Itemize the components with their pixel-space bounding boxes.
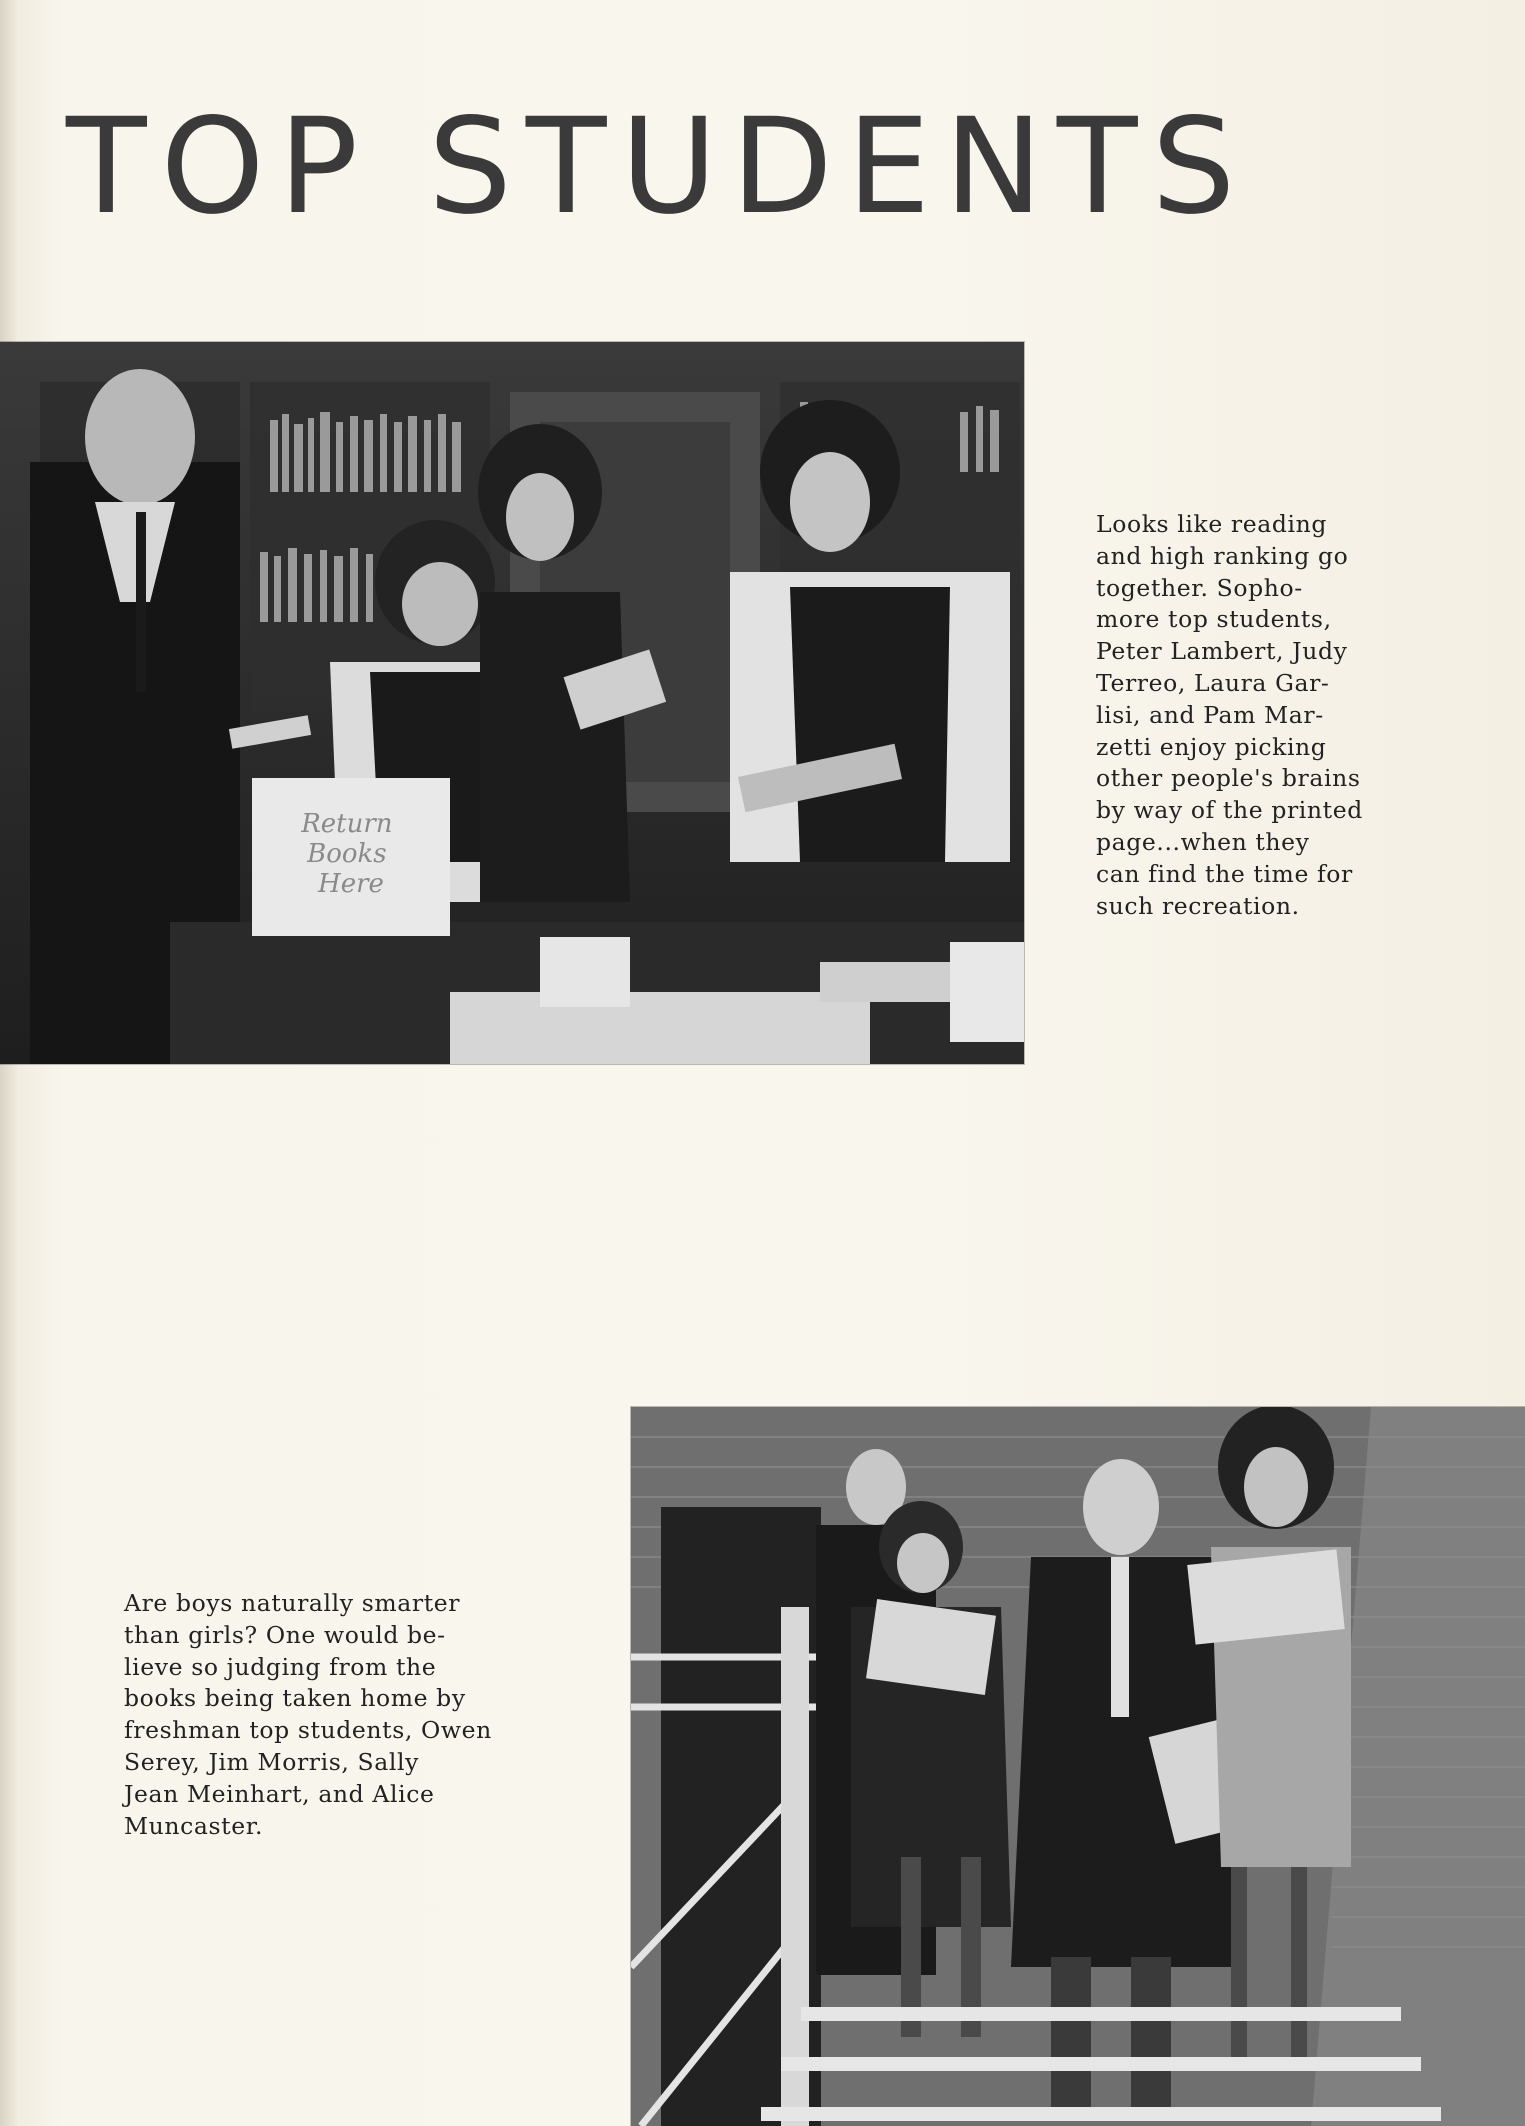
library-photo [0,342,1024,1064]
caption-line: other people's brains [1096,764,1361,793]
caption-line: such recreation. [1096,891,1300,920]
caption-line: than girls? One would be- [124,1620,446,1649]
caption-line: books being taken home by [124,1684,466,1713]
caption-line: Peter Lambert, Judy [1096,637,1348,666]
caption-line: more top students, [1096,605,1332,634]
caption-sophomores [1096,509,1496,922]
caption-line: Serey, Jim Morris, Sally [124,1747,419,1776]
page-title: TOP STUDENTS [66,90,1250,244]
caption-line: lisi, and Pam Mar- [1096,700,1324,729]
stairwell-photo-image [631,1407,1525,2126]
caption-line: Terreo, Laura Gar- [1096,668,1330,697]
caption-line: Muncaster. [124,1811,264,1840]
caption-freshmen [124,1588,564,1842]
caption-line: Jean Meinhart, and Alice [124,1779,435,1808]
caption-line: can find the time for [1096,859,1353,888]
caption-line: by way of the printed [1096,796,1363,825]
stairwell-photo [631,1407,1525,2126]
library-photo-image [0,342,1024,1064]
caption-line: and high ranking go [1096,541,1349,570]
return-books-sign: Return Books Here [301,809,393,899]
caption-line: zetti enjoy picking [1096,732,1327,761]
caption-line: Looks like reading [1096,510,1328,538]
caption-line: Are boys naturally smarter [124,1589,461,1617]
caption-line: lieve so judging from the [124,1652,437,1681]
caption-line: together. Sopho- [1096,573,1303,602]
caption-line: page...when they [1096,827,1310,856]
caption-line: freshman top students, Owen [124,1716,492,1745]
